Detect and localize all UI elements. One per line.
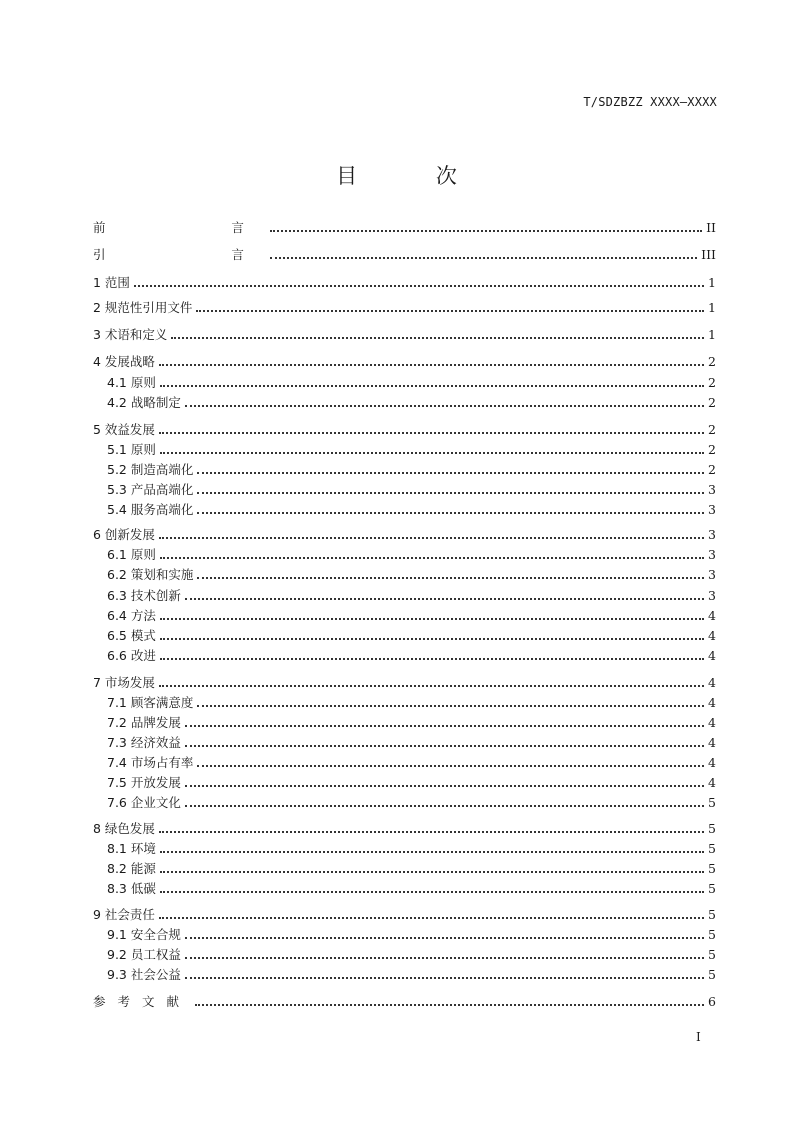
toc-entry — [93, 820, 716, 838]
toc-dot-leader — [197, 511, 704, 514]
toc-dot-leader — [159, 363, 704, 366]
toc-entry-label: 7.6 企业文化 — [107, 795, 181, 810]
toc-entry — [93, 946, 716, 964]
toc-entry-label: 9.1 安全合规 — [107, 927, 181, 942]
toc-entry-page: 4 — [708, 675, 716, 690]
toc-entry-label: 2 规范性引用文件 — [93, 300, 193, 315]
toc-entry-page: 3 — [708, 482, 716, 497]
toc-entry-page: 1 — [708, 300, 716, 315]
toc-entry-label: 8.1 环境 — [107, 841, 156, 856]
toc-entry-page: 2 — [708, 442, 716, 457]
toc-entry — [93, 860, 716, 878]
toc-entry-page: 3 — [708, 547, 716, 562]
toc-dot-leader — [134, 284, 704, 287]
toc-dot-leader — [185, 804, 704, 807]
toc-entry-page: 4 — [708, 648, 716, 663]
toc-dot-leader — [160, 850, 704, 853]
toc-entry-page: 5 — [708, 795, 716, 810]
toc-entry-label: 5.4 服务高端化 — [107, 502, 194, 517]
toc-entry-label: 7.5 开放发展 — [107, 775, 181, 790]
toc-entry-label: 6.5 模式 — [107, 628, 156, 643]
toc-entry-label: 5.3 产品高端化 — [107, 482, 194, 497]
toc-entry-label: 1 范围 — [93, 275, 130, 290]
toc-entry-page: 2 — [708, 354, 716, 369]
table-of-contents — [93, 0, 716, 1122]
toc-entry-label: 7.4 市场占有率 — [107, 755, 194, 770]
document-code: T/SDZBZZ XXXX—XXXX — [583, 95, 717, 109]
toc-dot-leader — [185, 976, 704, 979]
toc-entry-label: 5.1 原则 — [107, 442, 156, 457]
toc-entry-label: 7 市场发展 — [93, 675, 155, 690]
toc-entry-label: 7.3 经济效益 — [107, 735, 181, 750]
toc-entry-label: 9 社会责任 — [93, 907, 155, 922]
toc-entry-page: 5 — [708, 907, 716, 922]
toc-entry — [93, 481, 716, 499]
toc-entry — [93, 906, 716, 924]
toc-entry — [93, 421, 716, 439]
toc-entry-page: 5 — [708, 881, 716, 896]
toc-entry — [93, 274, 716, 292]
toc-dot-leader — [159, 431, 704, 434]
toc-entry-page: 4 — [708, 608, 716, 623]
toc-dot-leader — [159, 684, 704, 687]
toc-entry-page: 3 — [708, 588, 716, 603]
toc-dot-leader — [160, 384, 704, 387]
toc-dot-leader — [197, 491, 704, 494]
toc-entry — [93, 587, 716, 605]
toc-entry-page: 4 — [708, 695, 716, 710]
toc-entry-page: 5 — [708, 947, 716, 962]
toc-entry-page: 4 — [708, 715, 716, 730]
toc-entry-label: 3 术语和定义 — [93, 327, 168, 342]
toc-entry-label: 参考文献 — [93, 994, 192, 1009]
toc-entry — [93, 627, 716, 645]
toc-entry — [93, 993, 716, 1011]
toc-entry — [93, 299, 716, 317]
toc-entry — [93, 526, 716, 544]
toc-entry — [93, 566, 716, 584]
toc-entry — [93, 546, 716, 564]
toc-entry-label: 4.2 战略制定 — [107, 395, 181, 410]
toc-dot-leader — [185, 597, 704, 600]
toc-dot-leader — [185, 936, 704, 939]
toc-entry-label: 7.2 品牌发展 — [107, 715, 181, 730]
toc-entry-page: 4 — [708, 755, 716, 770]
toc-entry-page: III — [701, 247, 716, 262]
toc-dot-leader — [160, 451, 704, 454]
toc-entry — [93, 501, 716, 519]
toc-entry-label: 6 创新发展 — [93, 527, 155, 542]
toc-entry — [93, 647, 716, 665]
toc-entry — [93, 880, 716, 898]
toc-entry-page: 5 — [708, 967, 716, 982]
page-number: I — [696, 1030, 701, 1044]
toc-entry-label: 8.2 能源 — [107, 861, 156, 876]
toc-dot-leader — [185, 404, 704, 407]
toc-dot-leader — [160, 617, 704, 620]
toc-entry-page: II — [706, 220, 716, 235]
toc-entry-label: 9.3 社会公益 — [107, 967, 181, 982]
toc-dot-leader — [197, 576, 704, 579]
toc-entry — [93, 754, 716, 772]
toc-entry-label: 6.3 技术创新 — [107, 588, 181, 603]
toc-entry-page: 2 — [708, 395, 716, 410]
toc-dot-leader — [159, 916, 704, 919]
toc-entry-page: 3 — [708, 527, 716, 542]
toc-dot-leader — [160, 870, 704, 873]
toc-entry — [93, 353, 716, 371]
toc-entry-label: 9.2 员工权益 — [107, 947, 181, 962]
toc-entry-label: 6.2 策划和实施 — [107, 567, 194, 582]
toc-entry-page: 4 — [708, 735, 716, 750]
toc-dot-leader — [185, 724, 704, 727]
toc-entry — [93, 734, 716, 752]
toc-entry — [93, 326, 716, 344]
toc-dot-leader — [270, 229, 702, 232]
toc-dot-leader — [185, 784, 704, 787]
toc-dot-leader — [160, 890, 704, 893]
toc-entry-page: 3 — [708, 502, 716, 517]
toc-entry-page: 4 — [708, 628, 716, 643]
toc-entry — [93, 966, 716, 984]
toc-entry — [93, 607, 716, 625]
toc-entry — [93, 219, 716, 237]
toc-dot-leader — [270, 256, 697, 259]
toc-dot-leader — [197, 704, 704, 707]
toc-dot-leader — [159, 536, 704, 539]
toc-entry-page: 2 — [708, 375, 716, 390]
page-title: 目 次 — [336, 164, 493, 188]
toc-entry-label: 6.6 改进 — [107, 648, 156, 663]
toc-entry-label: 4 发展战略 — [93, 354, 155, 369]
toc-entry — [93, 246, 716, 264]
toc-dot-leader — [160, 657, 704, 660]
toc-entry — [93, 441, 716, 459]
toc-entry — [93, 794, 716, 812]
toc-entry-label: 4.1 原则 — [107, 375, 156, 390]
toc-entry-page: 5 — [708, 927, 716, 942]
toc-entry — [93, 694, 716, 712]
toc-dot-leader — [195, 1003, 704, 1006]
toc-entry-label: 8.3 低碳 — [107, 881, 156, 896]
toc-entry — [93, 714, 716, 732]
toc-dot-leader — [185, 744, 704, 747]
toc-entry-label: 6.4 方法 — [107, 608, 156, 623]
toc-entry-label: 5.2 制造高端化 — [107, 462, 194, 477]
toc-entry-label: 5 效益发展 — [93, 422, 155, 437]
toc-entry-page: 5 — [708, 821, 716, 836]
toc-dot-leader — [159, 830, 704, 833]
toc-dot-leader — [185, 956, 704, 959]
toc-entry-page: 4 — [708, 775, 716, 790]
toc-dot-leader — [160, 637, 704, 640]
toc-entry-label: 8 绿色发展 — [93, 821, 155, 836]
toc-dot-leader — [160, 556, 704, 559]
toc-entry — [93, 374, 716, 392]
toc-entry-page: 2 — [708, 422, 716, 437]
toc-entry-label: 6.1 原则 — [107, 547, 156, 562]
toc-entry-page: 5 — [708, 861, 716, 876]
toc-entry-page: 3 — [708, 567, 716, 582]
toc-entry — [93, 774, 716, 792]
toc-entry-page: 2 — [708, 462, 716, 477]
toc-entry — [93, 840, 716, 858]
toc-entry-page: 1 — [708, 327, 716, 342]
toc-entry — [93, 926, 716, 944]
toc-entry — [93, 461, 716, 479]
toc-entry-page: 6 — [708, 994, 716, 1009]
toc-dot-leader — [171, 336, 704, 339]
toc-entry-label: 前 言 — [93, 220, 266, 235]
toc-entry-label: 引 言 — [93, 247, 266, 262]
toc-dot-leader — [197, 471, 704, 474]
toc-dot-leader — [197, 764, 704, 767]
toc-entry-page: 5 — [708, 841, 716, 856]
toc-entry-label: 7.1 顾客满意度 — [107, 695, 194, 710]
toc-entry — [93, 394, 716, 412]
toc-entry — [93, 674, 716, 692]
toc-dot-leader — [196, 309, 704, 312]
toc-entry-page: 1 — [708, 275, 716, 290]
